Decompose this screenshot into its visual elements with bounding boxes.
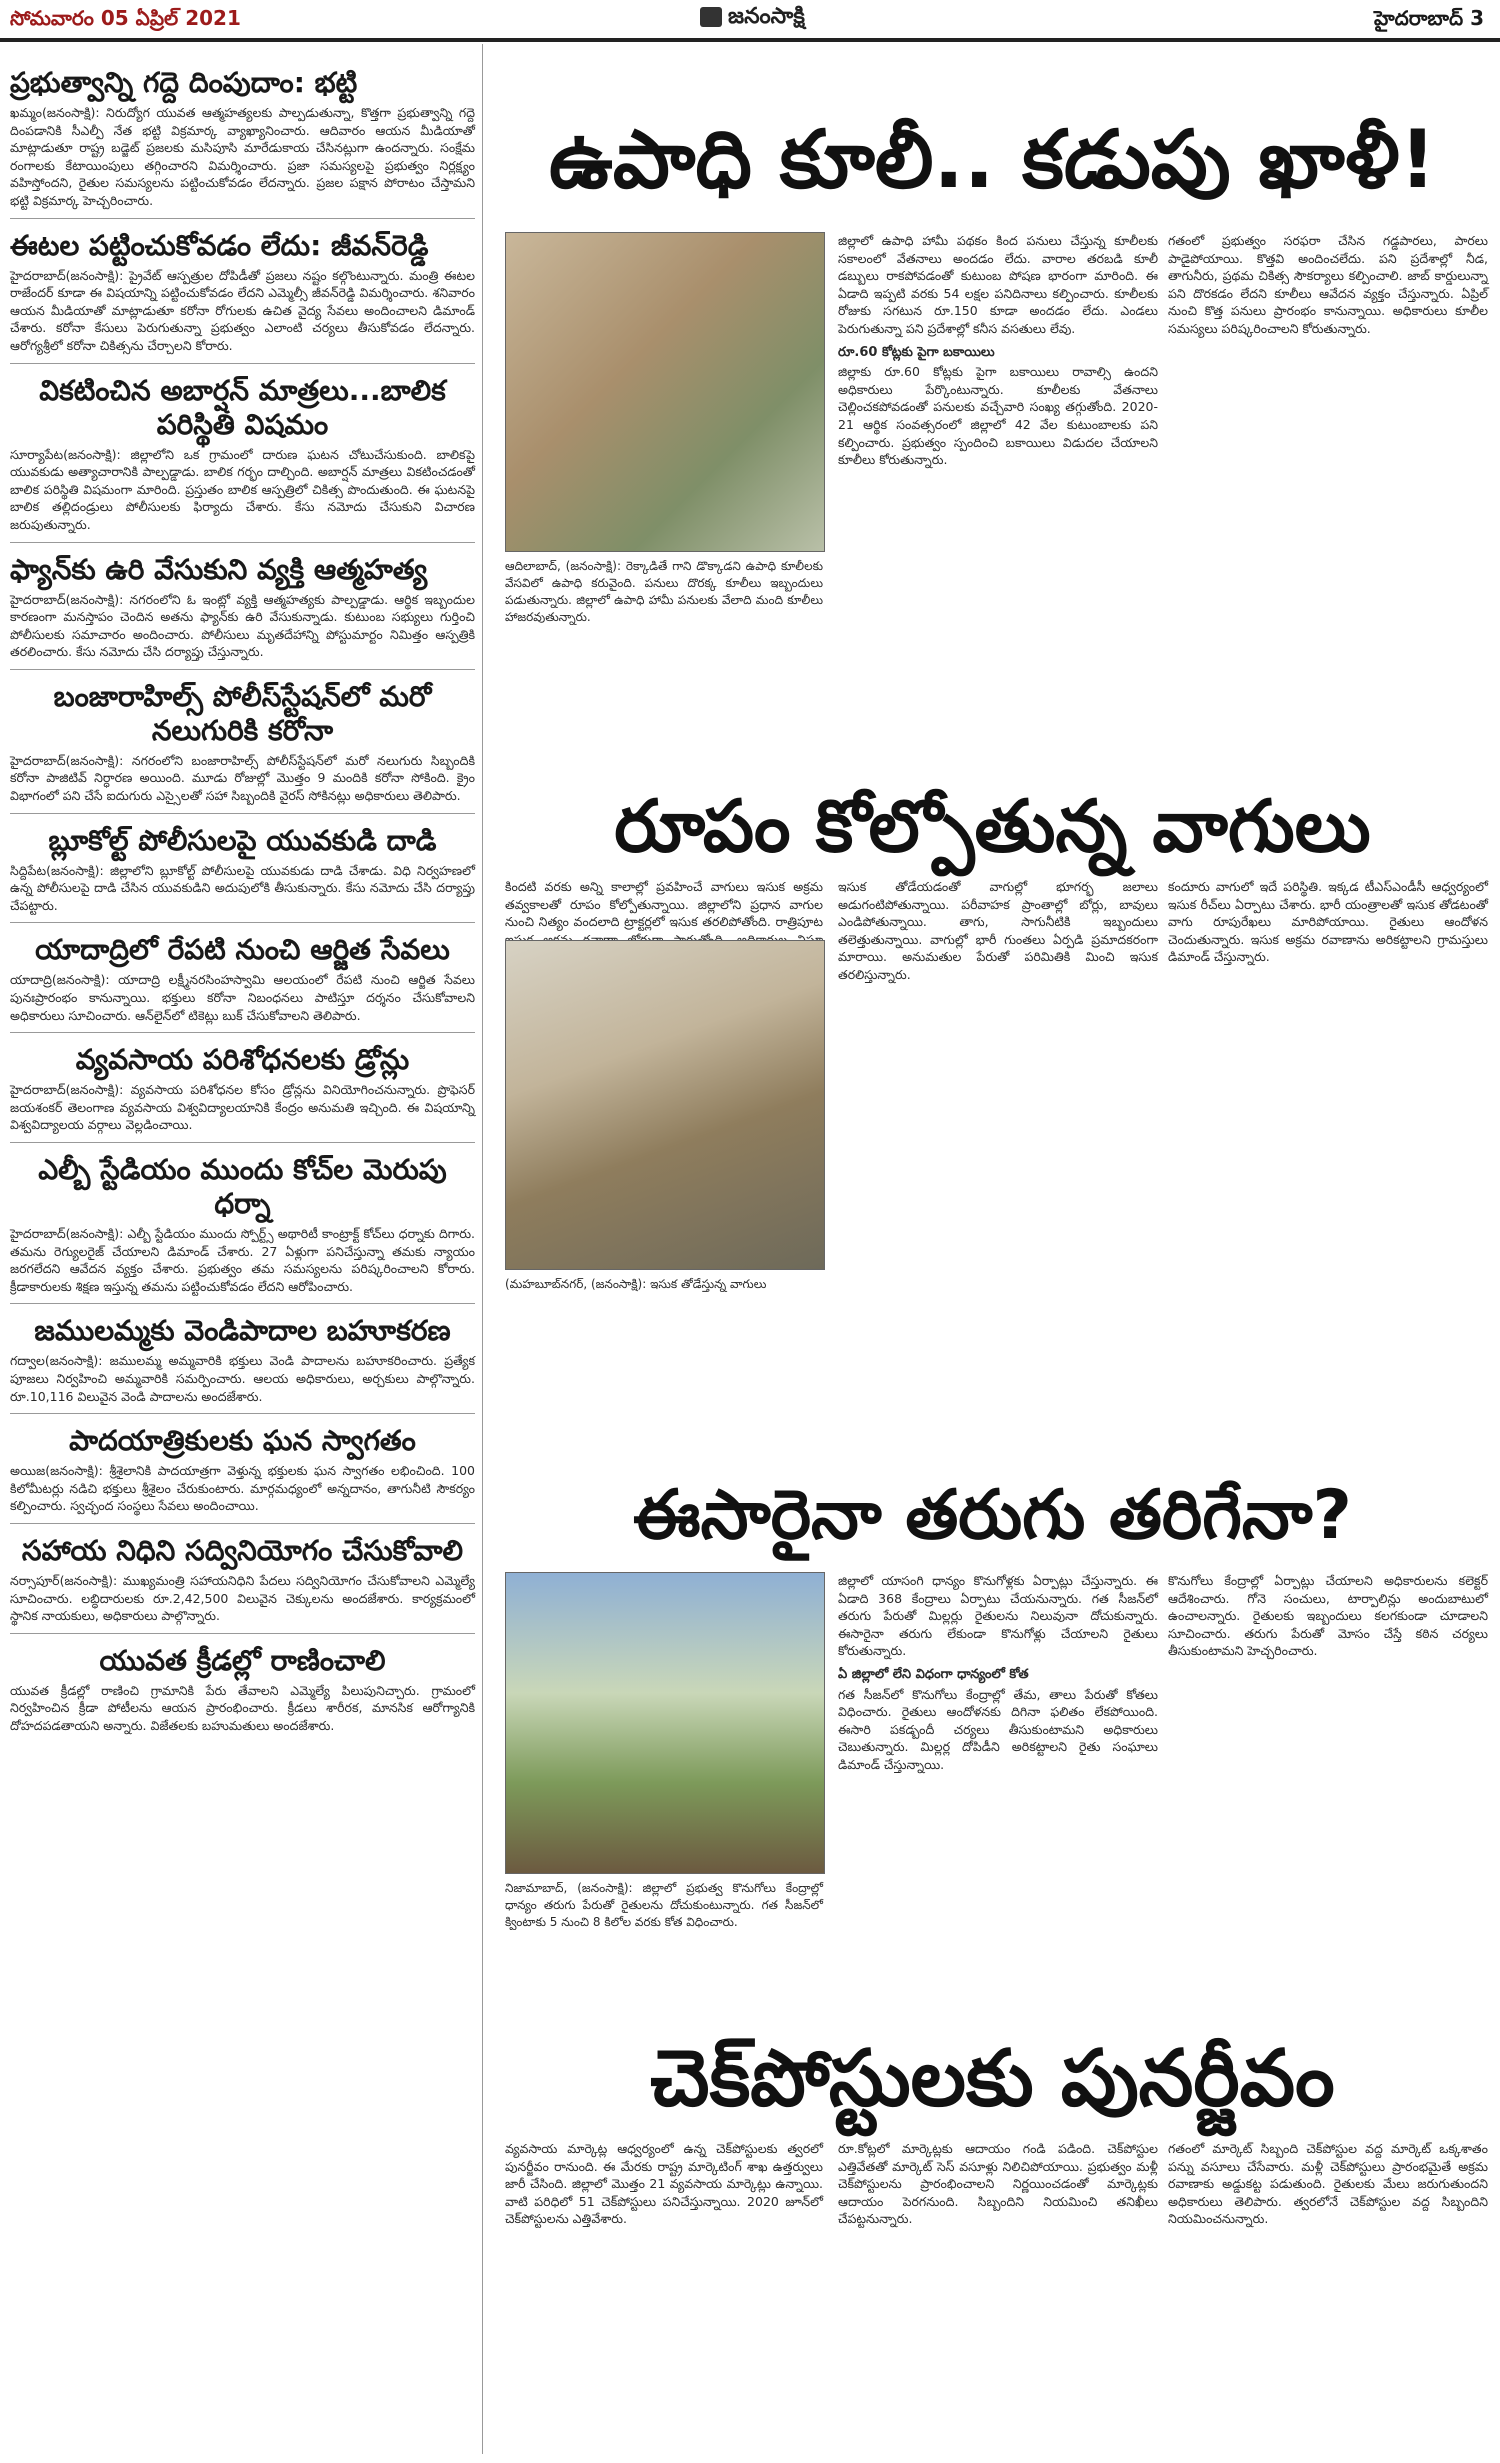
- story3-body-col2: కొనుగోలు కేంద్రాల్లో ఏర్పాట్లు చేయాలని అధికారులను కలెక్టర్ ఆదేశించారు. గోనె సంచులు, టార్పాలిన్లు అందుబాటులో ఉంచాలన్నారు. రైతులకు ఇబ్బందులు కలగకుండా చూడాలని సూచించారు. తరుగు పేరుతో మోసం చేస్తే కఠిన చర్యలు తీసుకుంటామని హెచ్చరించారు.: [1168, 1573, 1488, 1659]
- news-item: [10, 374, 475, 534]
- headline-story2: రూపం కోల్పోతున్న వాగులు: [614, 784, 1371, 868]
- divider: [10, 1032, 475, 1033]
- divider: [10, 542, 475, 543]
- newspaper-name: జనంసాక్షి: [728, 4, 805, 29]
- issue-date: సోమవారం 05 ఏప్రిల్ 2021: [10, 6, 241, 30]
- left-column: [10, 56, 475, 2456]
- article-body: అయిజ(జనంసాక్షి): శ్రీశైలానికి పాదయాత్రగా వెళ్తున్న భక్తులకు ఘన స్వాగతం లభించింది. 100 కిలోమీటర్లు నడిచి భక్తులు శ్రీశైలం చేరుకుంటారు. మార్గమధ్యంలో అన్నదానం, తాగునీటి సౌకర్యం కల్పించారు. స్వచ్ఛంద సంస్థలు సేవలు అందించాయి.: [10, 1463, 475, 1514]
- page-number: 3: [1470, 6, 1484, 30]
- divider: [10, 363, 475, 364]
- headline-story1: ఉపాధి కూలీ.. కడుపు ఖాళీ!: [549, 113, 1436, 206]
- article-body: సూర్యాపేట(జనంసాక్షి): జిల్లాలోని ఒక గ్రామంలో దారుణ ఘటన చోటుచేసుకుంది. బాలికపై యువకుడు అత్యాచారానికి పాల్పడ్డాడు. బాలిక గర్భం దాల్చింది. అబార్షన్ మాత్రలు వికటించడంతో బాలిక పరిస్థితి విషమంగా మారింది. ప్రస్తుతం బాలిక ఆస్పత్రిలో చికిత్స పొందుతుంది. ఈ ఘటనపై బాలిక తల్లిదండ్రులు పోలీసులకు ఫిర్యాదు చేశారు. కేసు నమోదు చేసుకుని విచారణ జరుపుతున్నారు.: [10, 446, 475, 532]
- masthead-rule: [0, 38, 1500, 42]
- news-item: [10, 1644, 475, 1735]
- headline: బ్లూకోల్ట్ పోలీసులపై యువకుడి దాడి: [48, 823, 437, 857]
- news-item: [10, 66, 475, 210]
- story1-body-col1: [838, 232, 1158, 732]
- story3-body-col1: [838, 1572, 1158, 1990]
- subheading: రూ.60 కోట్లకు పైగా బకాయిలు: [838, 344, 995, 360]
- article-body: యువత క్రీడల్లో రాణించి గ్రామానికి పేరు తేవాలని ఎమ్మెల్యే పిలుపునిచ్చారు. గ్రామంలో నిర్వహించిన క్రీడా పోటీలను ఆయన ప్రారంభించారు. క్రీడలు శారీరక, మానసిక ఆరోగ్యానికి దోహదపడతాయని అన్నారు. విజేతలకు బహుమతులు అందజేశారు.: [10, 1682, 475, 1733]
- news-item: [10, 1314, 475, 1405]
- headline-story3: ఈసారైనా తరుగు తరిగేనా?: [633, 1476, 1352, 1555]
- edition-city: [1374, 6, 1484, 35]
- news-item: [10, 1153, 475, 1295]
- story2-intro: కిందటి వరకు అన్ని కాలాల్లో ప్రవహించే వాగులు ఇసుక అక్రమ తవ్వకాలతో రూపం కోల్పోతున్నాయి. జిల్లాలోని ప్రధాన వాగుల నుంచి నిత్యం వందలాది ట్రాక్టర్లలో ఇసుక తరలిపోతోంది. రాత్రిపూట: [505, 879, 823, 930]
- story4-body-col2: రూ.కోట్లలో మార్కెట్లకు ఆదాయం గండి పడింది. చెక్‌పోస్టుల ఎత్తివేతతో మార్కెట్ సెస్ వసూళ్లు నిలిచిపోయాయి. ప్రభుత్వం మళ్లీ చెక్‌పోస్టులను ప్రారంభించాలని నిర్ణయించడంతో మార్కెట్లకు ఆదాయం పెరగనుంది. సిబ్బందిని నియమించి తనిఖీలు చేపట్టనున్నారు.: [838, 2141, 1158, 2227]
- article-body: యాదాద్రి(జనంసాక్షి): యాదాద్రి లక్ష్మీనరసింహస్వామి ఆలయంలో రేపటి నుంచి ఆర్జిత సేవలు పునఃప్రారంభం కానున్నాయి. భక్తులు కరోనా నిబంధనలు పాటిస్తూ దర్శనం చేసుకోవాలని అధికారులు సూచించారు. ఆన్‌లైన్‌లో టికెట్లు బుక్ చేసుకోవాలని తెలిపారు.: [10, 972, 475, 1023]
- photo-sand-mining: [505, 940, 825, 1270]
- article-body: నర్సాపూర్(జనంసాక్షి): ముఖ్యమంత్రి సహాయనిధిని పేదలు సద్వినియోగం చేసుకోవాలని ఎమ్మెల్యే సూచించారు. లబ్ధిదారులకు రూ.2,42,500 విలువైన చెక్కులను అందజేశారు. కార్యక్రమంలో స్థానిక నాయకులు, అధికారులు పాల్గొన్నారు.: [10, 1572, 475, 1624]
- news-item: [10, 553, 475, 661]
- divider: [10, 1633, 475, 1634]
- subheading: ఏ జిల్లాలో లేని విధంగా ధాన్యంలో కోత: [838, 1666, 1029, 1682]
- article-body: హైదరాబాద్(జనంసాక్షి): నగరంలోని ఓ ఇంట్లో వ్యక్తి ఆత్మహత్యకు పాల్పడ్డాడు. ఆర్థిక ఇబ్బందుల కారణంగా మనస్తాపం చెందిన అతను ఫ్యాన్‌కు ఉరి వేసుకున్నాడు. కుటుంబ సభ్యులు గుర్తించి పోలీసులకు సమాచారం అందించారు. పోలీసులు మృతదేహాన్ని పోస్టుమార్టం నిమిత్తం ఆస్పత్రికి తరలించారు. కేసు నమోదు చేసి దర్యాప్తు చేస్తున్నారు.: [10, 591, 475, 660]
- divider: [10, 1142, 475, 1143]
- news-item: [10, 824, 475, 915]
- divider: [10, 1303, 475, 1304]
- headline: సహాయ నిధిని సద్వినియోగం చేసుకోవాలి: [21, 1533, 464, 1567]
- headline: యాదాద్రిలో రేపటి నుంచి ఆర్జిత సేవలు: [35, 933, 450, 967]
- article-body: హైదరాబాద్(జనంసాక్షి): వ్యవసాయ పరిశోధనల కోసం డ్రోన్లను వినియోగించనున్నారు. ప్రొఫెసర్ జయశంకర్ తెలంగాణ వ్యవసాయ విశ్వవిద్యాలయానికి కేంద్రం అనుమతి ఇచ్చింది. ఈ విషయాన్ని విశ్వవిద్యాలయ వర్గాలు వెల్లడించాయి.: [10, 1082, 475, 1133]
- paragraph: జిల్లాలో యాసంగి ధాన్యం కొనుగోళ్లకు ఏర్పాట్లు చేస్తున్నారు. ఈ ఏడాది 368 కేంద్రాలు ఏర్పాటు చేయనున్నారు. గత సీజన్‌లో తరుగు పేరుతో మిల్లర్లు రైతులను నిలువునా దోచుకున్నారు. ఈసారైనా తరుగు లేకుండా కొనుగోళ్లు చేయాలని రైతులు కోరుతున్నారు.: [838, 1573, 1158, 1659]
- headline: ఎల్బీ స్టేడియం ముందు కోచ్‌ల మెరుపు ధర్నా: [38, 1153, 447, 1220]
- news-item: [10, 933, 475, 1024]
- divider: [10, 922, 475, 923]
- article-body: గద్వాల(జనంసాక్షి): జములమ్మ అమ్మవారికి భక్తులు వెండి పాదాలను బహూకరించారు. ప్రత్యేక పూజలు నిర్వహించి అమ్మవారికి సమర్పించారు. ఆలయ అధికారులు, అర్చకులు పాల్గొన్నారు. రూ.10,116 విలువైన వెండి పాదాలను అందజేశారు.: [10, 1353, 475, 1404]
- headline: ఈటల పట్టించుకోవడం లేదు: జీవన్‌రెడ్డి: [10, 228, 429, 262]
- headline: యువత క్రీడల్లో రాణించాలి: [99, 1643, 386, 1677]
- divider: [10, 1523, 475, 1524]
- headline: వ్యవసాయ పరిశోధనలకు డ్రోన్లు: [75, 1043, 410, 1077]
- column-rule: [482, 44, 483, 2454]
- headline: జములమ్మకు వెండిపాదాల బహూకరణ: [34, 1314, 451, 1348]
- paragraph: గత సీజన్‌లో కొనుగోలు కేంద్రాల్లో తేమ, తాలు పేరుతో కోతలు విధించారు. రైతులు ఆందోళనకు దిగినా ఫలితం లేకపోయింది. ఈసారి పకడ్బందీ చర్యలు తీసుకుంటామని అధికారులు చెబుతున్నారు. మిల్లర్ల దోపిడీని అరికట్టాలని రైతు సంఘాలు డిమాండ్ చేస్తున్నాయి.: [838, 1686, 1158, 1772]
- news-item: [10, 1534, 475, 1625]
- article-body: హైదరాబాద్(జనంసాక్షి): ఎల్బీ స్టేడియం ముందు స్పోర్ట్స్ అథారిటీ కాంట్రాక్ట్ కోచ్‌లు ధర్నాకు దిగారు. తమను రెగ్యులరైజ్ చేయాలని డిమాండ్ చేశారు. 27 ఏళ్లుగా పనిచేస్తున్నా తమకు న్యాయం జరగలేదని ఆవేదన వ్యక్తం చేశారు. ప్రభుత్వం తమ సమస్యలను పరిష్కరించాలని కోరారు. క్రీడాకారులకు శిక్షణ ఇస్తున్న తమను పట్టించుకోవడం లేదని ఆరోపించారు.: [10, 1226, 475, 1294]
- article-body: ఖమ్మం(జనంసాక్షి): నిరుద్యోగ యువత ఆత్మహత్యలకు పాల్పడుతున్నా, కొత్తగా ప్రభుత్వాన్ని గద్దె దింపడానికి సీఎల్పీ నేత భట్టి విక్రమార్క వ్యాఖ్యానించారు. ఆదివారం ఆయన మీడియాతో మాట్లాడుతూ రాష్ట్ర బడ్జెట్ ప్రజలకు మసిపూసి మారేడుకాయ చేసినట్లుగా ఉందన్నారు. సంక్షేమ రంగాలకు కేటాయింపులు తగ్గించారని విమర్శించారు. ప్రజా సమస్యలపై ప్రభుత్వం నిర్లక్ష్యం వహిస్తోందని, రైతుల సమస్యలను పట్టించుకోవడం లేదన్నారు. ప్రజల పక్షాన పోరాటం చేస్తామని భట్టి విక్రమార్క హెచ్చరించారు.: [10, 105, 475, 208]
- article-body: హైదరాబాద్(జనంసాక్షి): నగరంలోని బంజారాహిల్స్ పోలీస్‌స్టేషన్‌లో మరో నలుగురు సిబ్బందికి కరోనా పాజిటివ్ నిర్ధారణ అయింది. మూడు రోజుల్లో మొత్తం 9 మందికి కరోనా సోకింది. క్రైం విభాగంలో పని చేసే ఐదుగురు ఎస్సైలతో సహా సిబ్బందికి వైరస్ సోకినట్లు అధికారులు తెలిపారు.: [10, 752, 475, 804]
- article-body: సిద్దిపేట(జనంసాక్షి): జిల్లాలోని బ్లూకోల్ట్ పోలీసులపై యువకుడు దాడి చేశాడు. విధి నిర్వహణలో ఉన్న పోలీసులపై దాడి చేసిన యువకుడిని అదుపులోకి తీసుకున్నారు. కేసు నమోదు చేసి దర్యాప్తు చేపట్టారు.: [10, 862, 475, 913]
- divider: [10, 218, 475, 219]
- photo-caption: ఆదిలాబాద్, (జనంసాక్షి): రెక్కాడితే గాని డొక్కాడని ఉపాధి కూలీలకు వేసవిలో ఉపాధి కరువైంది. పనులు దొరక్క కూలీలు ఇబ్బందులు పడుతున్నారు. జిల్లాలో ఉపాధి హామీ పనులకు వేలాది మంది కూలీలు హాజరవుతున్నారు.: [505, 559, 823, 624]
- paragraph: జిల్లాకు రూ.60 కోట్లకు పైగా బకాయిలు రావాల్సి ఉందని అధికారులు పేర్కొంటున్నారు. కూలీలకు వేతనాలు చెల్లించకపోవడంతో పనులకు వచ్చేవారి సంఖ్య తగ్గుతోంది. 2020-21 ఆర్థిక సంవత్సరంలో జిల్లాలో 42 వేల కుటుంబాలకు పని కల్పించారు. ప్రభుత్వం స్పందించి బకాయిలు విడుదల చేయాలని కూలీలు కోరుతున్నారు.: [838, 364, 1158, 468]
- story2-body-col2: కందూరు వాగులో ఇదే పరిస్థితి. ఇక్కడ టీఎస్‌ఎండీసీ ఆధ్వర్యంలో ఇసుక రీచ్‌లు ఏర్పాటు చేశారు. భారీ యంత్రాలతో ఇసుక తోడటంతో వాగు రూపురేఖలు మారిపోయాయి. రైతులు ఆందోళన చెందుతున్నారు. ఇసుక అక్రమ రవాణాను అరికట్టాలని గ్రామస్తులు డిమాండ్ చేస్తున్నారు.: [1168, 879, 1488, 965]
- story4-body-col1: వ్యవసాయ మార్కెట్ల ఆధ్వర్యంలో ఉన్న చెక్‌పోస్టులకు త్వరలో పునర్జీవం రానుంది. ఈ మేరకు రాష్ట్ర మార్కెటింగ్ శాఖ ఉత్తర్వులు జారీ చేసింది. జిల్లాలో మొత్తం 21 వ్యవసాయ మార్కెట్లు ఉన్నాయి. వాటి పరిధిలో 51 చెక్‌పోస్టులు పనిచేస్తున్నాయి. 2020 జూన్‌లో చెక్‌పోస్టులను ఎత్తివేశారు.: [505, 2141, 823, 2227]
- headline: ప్రభుత్వాన్ని గద్దె దింపుదాం: భట్టి: [10, 66, 358, 99]
- photo-laborers: [505, 232, 825, 552]
- divider: [10, 669, 475, 670]
- headline: బంజారాహిల్స్ పోలీస్‌స్టేషన్‌లో మరో నలుగురికి కరోనా: [53, 679, 432, 747]
- story2-body-col1: ఇసుక తోడేయడంతో వాగుల్లో భూగర్భ జలాలు అడుగంటిపోతున్నాయి. పరీవాహక ప్రాంతాల్లో బోర్లు, బావులు ఎండిపోతున్నాయి. తాగు, సాగునీటికి ఇబ్బందులు తలెత్తుతున్నాయి. వాగుల్లో భారీ గుంతలు ఏర్పడి ప్రమాదకరంగా మారాయి. అనుమతుల పేరుతో పరిమితికి మించి ఇసుక తరలిస్తున్నారు.: [838, 879, 1158, 982]
- headline: ఫ్యాన్‌కు ఉరి వేసుకుని వ్యక్తి ఆత్మహత్య: [10, 552, 428, 586]
- divider: [10, 1413, 475, 1414]
- news-item: [10, 680, 475, 805]
- headline-story4: చెక్‌పోస్టులకు పునర్జీవం: [650, 2034, 1335, 2124]
- news-item: [10, 229, 475, 355]
- logo-icon: [700, 7, 722, 27]
- divider: [10, 813, 475, 814]
- newspaper-logo: [700, 4, 805, 34]
- photo-grain-market: [505, 1572, 825, 1874]
- story1-body-col2: గతంలో ప్రభుత్వం సరఫరా చేసిన గడ్డపారలు, పారలు పాడైపోయాయి. కొత్తవి అందించలేదు. పని ప్రదేశాల్లో నీడ, తాగునీరు, ప్రథమ చికిత్స సౌకర్యాలు కల్పించాలి. జాబ్ కార్డులున్నా పని దొరకడం లేదని కూలీలు ఆవేదన వ్యక్తం చేస్తున్నారు. ఏప్రిల్ నుంచి కొత్త పనులు ప్రారంభం కానున్నాయి. అధికారులు కూలీల సమస్యలు పరిష్కరించాలని కోరుతున్నారు.: [1168, 233, 1488, 336]
- paragraph: జిల్లాలో ఉపాధి హామీ పథకం కింద పనులు చేస్తున్న కూలీలకు సకాలంలో వేతనాలు అందడం లేదు. వారాల తరబడి కూలీ డబ్బులు రాకపోవడంతో కుటుంబ పోషణ భారంగా మారింది. ఈ ఏడాది ఇప్పటి వరకు 54 లక్షల పనిదినాలు కల్పించారు. కూలీలకు రోజుకు సగటున రూ.150 కూడా అందడం లేదు. ఎండలు పెరుగుతున్నా పని ప్రదేశాల్లో కనీస వసతులు లేవు.: [838, 233, 1158, 336]
- news-item: [10, 1424, 475, 1515]
- headline: పాదయాత్రికులకు ఘన స్వాగతం: [69, 1424, 416, 1458]
- story4-body-col3: గతంలో మార్కెట్ సిబ్బంది చెక్‌పోస్టుల వద్ద మార్కెట్ ఒక్కశాతం పన్ను వసూలు చేసేవారు. మళ్లీ చెక్‌పోస్టులు ప్రారంభమైతే అక్రమ రవాణాకు అడ్డుకట్ట పడుతుంది. రైతులకు మేలు జరుగుతుందని అధికారులు తెలిపారు. త్వరలోనే చెక్‌పోస్టుల వద్ద సిబ్బందిని నియమించనున్నారు.: [1168, 2141, 1488, 2227]
- headline: వికటించిన అబార్షన్ మాత్రలు...బాలిక పరిస్థితి విషమం: [39, 373, 446, 441]
- news-item: [10, 1043, 475, 1134]
- photo-caption: నిజామాబాద్, (జనంసాక్షి): జిల్లాలో ప్రభుత్వ కొనుగోలు కేంద్రాల్లో ధాన్యం తరుగు పేరుతో రైతులను దోచుకుంటున్నారు. గత సీజన్‌లో క్వింటాకు 5 నుంచి 8 కిలోల వరకు కోత విధించారు.: [505, 1881, 823, 1929]
- city-name: హైదరాబాద్: [1374, 6, 1464, 30]
- photo-caption: (మహబూబ్‌నగర్, (జనంసాక్షి): ఇసుక తోడేస్తున్న వాగులు: [505, 1277, 767, 1291]
- article-body: హైదరాబాద్(జనంసాక్షి): ప్రైవేట్ ఆస్పత్రుల దోపిడీతో ప్రజలు నష్టం కల్గొంటున్నారు. మంత్రి ఈటల రాజేందర్ కూడా ఈ విషయాన్ని పట్టించుకోవడం లేదని ఎమ్మెల్సీ జీవన్‌రెడ్డి విమర్శించారు. శనివారం ఆయన మీడియాతో మాట్లాడుతూ కరోనా రోగులకు ఉచిత వైద్య సేవలు అందించాలని డిమాండ్ చేశారు. కరోనా కేసులు పెరుగుతున్నా ప్రభుత్వం ఎలాంటి చర్యలు తీసుకోవడం లేదన్నారు. ఆరోగ్యశ్రీలో కరోనా చికిత్సను చేర్చాలని కోరారు.: [10, 267, 475, 353]
